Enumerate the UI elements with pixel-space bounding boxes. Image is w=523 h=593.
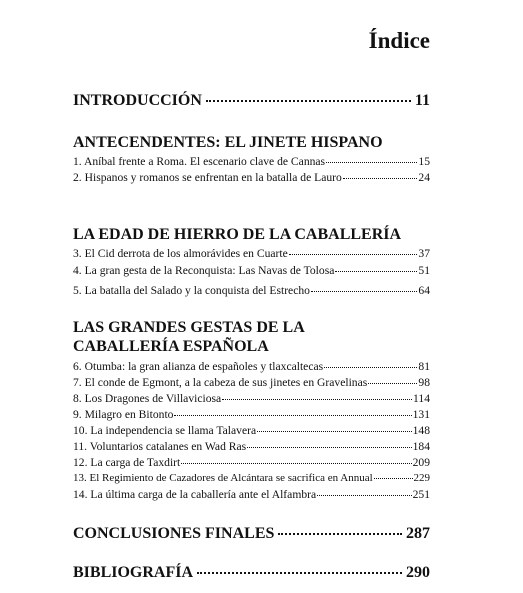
section-page-number: 11 <box>414 92 430 109</box>
toc-entry[interactable] <box>73 408 430 424</box>
section-page-number: 287 <box>406 525 430 542</box>
toc-entry[interactable] <box>73 424 430 440</box>
entry-page-number: 15 <box>418 155 430 168</box>
entry-page-number: 148 <box>412 424 430 437</box>
part-title-grandes-gestas <box>73 318 430 356</box>
dot-leader <box>278 533 402 535</box>
entry-label: 4. La gran gesta de la Reconquista: Las Navas de Tolosa <box>73 264 335 277</box>
entry-label: 8. Los Dragones de Villaviciosa <box>73 392 222 405</box>
page-title: Índice <box>368 28 430 53</box>
entry-page-number: 98 <box>418 376 430 389</box>
entry-page-number: 184 <box>412 440 430 453</box>
entry-page-number: 51 <box>418 264 430 277</box>
entry-label: 10. La independencia se llama Talavera <box>73 424 257 437</box>
dot-leader <box>326 162 417 163</box>
entry-label: 9. Milagro en Bitonto <box>73 408 174 421</box>
dot-leader <box>222 399 412 400</box>
entry-label: 13. El Regimiento de Cazadores de Alcántara se sacrifica en Annual <box>73 472 373 484</box>
section-label: INTRODUCCIÓN <box>73 92 202 109</box>
toc-entry[interactable] <box>73 488 430 504</box>
dot-leader <box>181 463 411 464</box>
dot-leader <box>368 383 417 384</box>
dot-leader <box>374 478 413 479</box>
entry-label: 2. Hispanos y romanos se enfrentan en la batalla de Lauro <box>73 171 342 184</box>
part-title-edad-de-hierro <box>73 225 430 244</box>
dot-leader <box>257 431 412 432</box>
entry-page-number: 131 <box>412 408 430 421</box>
entry-label: 14. La última carga de la caballería ante el Alfambra <box>73 488 317 501</box>
toc-entry[interactable] <box>73 284 430 300</box>
dot-leader <box>247 447 411 448</box>
toc-section-conclusiones[interactable] <box>73 525 430 543</box>
entry-page-number: 64 <box>418 284 430 297</box>
entry-page-number: 229 <box>413 472 430 484</box>
part-title-line: ANTECENDENTES: EL JINETE HISPANO <box>73 134 383 151</box>
entry-label: 1. Aníbal frente a Roma. El escenario clave de Cannas <box>73 155 326 168</box>
entry-page-number: 81 <box>418 360 430 373</box>
entry-label: 11. Voluntarios catalanes en Wad Ras <box>73 440 247 453</box>
section-label: BIBLIOGRAFÍA <box>73 564 194 581</box>
dot-leader <box>206 100 411 102</box>
toc-entry[interactable] <box>73 456 430 472</box>
entry-label: 3. El Cid derrota de los almorávides en Cuarte <box>73 247 288 260</box>
toc-section-bibliografia[interactable] <box>73 564 430 582</box>
dot-leader <box>289 254 418 255</box>
toc-entry[interactable] <box>73 247 430 263</box>
dot-leader <box>324 367 417 368</box>
entry-page-number: 251 <box>412 488 430 501</box>
part-title-line: LA EDAD DE HIERRO DE LA CABALLERÍA <box>73 226 402 243</box>
entry-label: 12. La carga de Taxdirt <box>73 456 181 469</box>
entry-label: 6. Otumba: la gran alianza de españoles y tlaxcaltecas <box>73 360 324 373</box>
part-title-antecedentes <box>73 133 430 152</box>
section-page-number: 290 <box>406 564 430 581</box>
dot-leader <box>174 415 411 416</box>
entry-label: 7. El conde de Egmont, a la cabeza de sus jinetes en Gravelinas <box>73 376 368 389</box>
toc-section-introduccion[interactable] <box>73 92 430 110</box>
toc-entry[interactable] <box>73 440 430 456</box>
dot-leader <box>335 271 417 272</box>
entry-page-number: 24 <box>418 171 430 184</box>
dot-leader <box>311 291 417 292</box>
toc-entry[interactable] <box>73 360 430 376</box>
toc-entry[interactable] <box>73 264 430 280</box>
part-title-line: CABALLERÍA ESPAÑOLA <box>73 338 269 355</box>
dot-leader <box>343 178 418 179</box>
entry-label: 5. La batalla del Salado y la conquista del Estrecho <box>73 284 310 297</box>
dot-leader <box>197 572 402 574</box>
toc-entry[interactable] <box>73 376 430 392</box>
entry-page-number: 114 <box>413 392 430 405</box>
part-title-line: LAS GRANDES GESTAS DE LA <box>73 319 305 336</box>
dot-leader <box>317 495 411 496</box>
toc-entry[interactable] <box>73 171 430 187</box>
toc-entry[interactable] <box>73 472 430 488</box>
entry-page-number: 37 <box>418 247 430 260</box>
toc-entry[interactable] <box>73 155 430 171</box>
toc-entry[interactable] <box>73 392 430 408</box>
entry-page-number: 209 <box>412 456 430 469</box>
section-label: CONCLUSIONES FINALES <box>73 525 275 542</box>
